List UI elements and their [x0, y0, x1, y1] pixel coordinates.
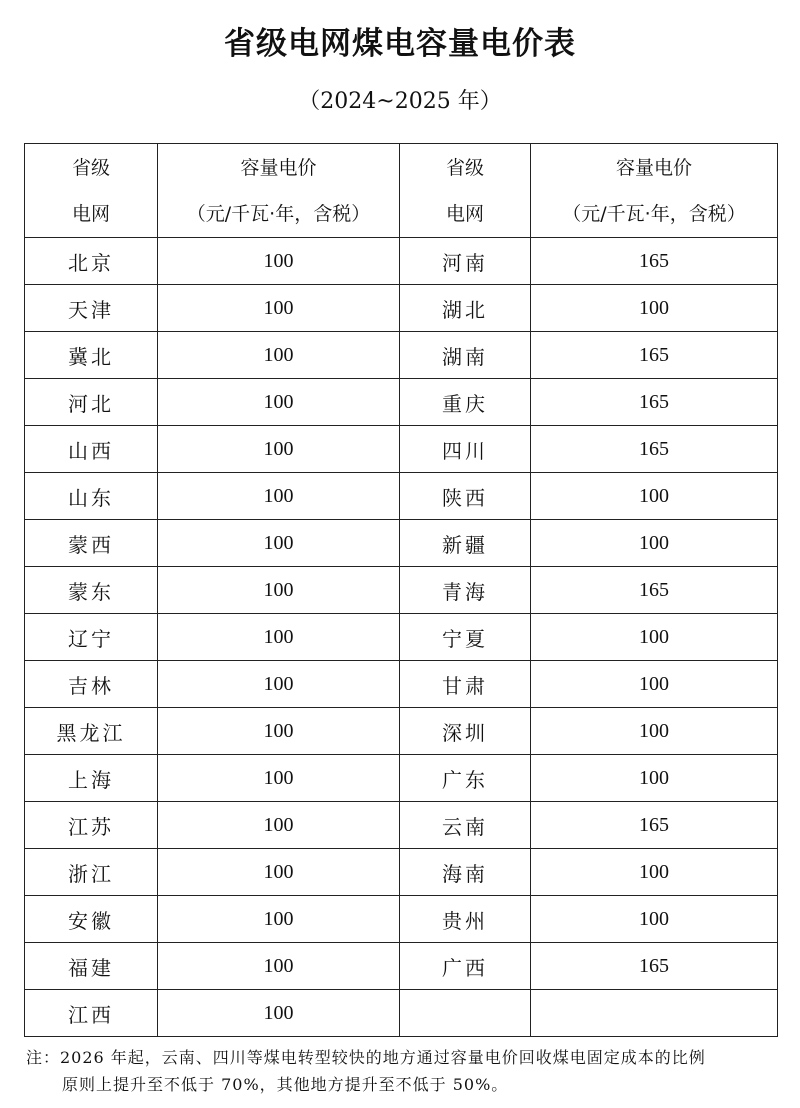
province-cell: 青海 — [400, 567, 531, 614]
price-cell: 100 — [158, 755, 400, 802]
province-cell: 海南 — [400, 849, 531, 896]
table-body — [25, 238, 778, 1037]
price-cell: 100 — [158, 379, 400, 426]
footnote — [26, 1044, 786, 1098]
price-cell: 100 — [158, 849, 400, 896]
province-cell: 江苏 — [25, 802, 158, 849]
header-price-right — [531, 144, 778, 238]
price-cell: 165 — [531, 379, 778, 426]
table-row — [25, 285, 778, 332]
price-cell: 100 — [531, 473, 778, 520]
price-cell: 100 — [531, 849, 778, 896]
price-cell: 165 — [531, 426, 778, 473]
province-cell: 蒙西 — [25, 520, 158, 567]
price-cell: 100 — [158, 473, 400, 520]
price-cell — [531, 990, 778, 1037]
province-cell: 福建 — [25, 943, 158, 990]
price-cell: 100 — [158, 661, 400, 708]
price-cell: 100 — [158, 896, 400, 943]
province-cell: 广西 — [400, 943, 531, 990]
page-title: 省级电网煤电容量电价表 — [224, 26, 576, 62]
page-subtitle: （2024~2025 年） — [298, 89, 502, 114]
table-row — [25, 896, 778, 943]
province-cell: 新疆 — [400, 520, 531, 567]
price-cell: 165 — [531, 332, 778, 379]
province-cell: 冀北 — [25, 332, 158, 379]
footnote-line1: 注：2026 年起，云南、四川等煤电转型较快的地方通过容量电价回收煤电固定成本的比例 — [26, 1048, 706, 1067]
province-cell: 吉林 — [25, 661, 158, 708]
price-cell: 100 — [531, 661, 778, 708]
price-cell: 165 — [531, 943, 778, 990]
table-row — [25, 708, 778, 755]
price-cell: 100 — [531, 520, 778, 567]
province-cell: 上海 — [25, 755, 158, 802]
table-row — [25, 661, 778, 708]
header-prov-line1: 省级 — [71, 156, 110, 179]
province-cell: 河南 — [400, 238, 531, 285]
table-row — [25, 614, 778, 661]
header-price-line1: 容量电价 — [240, 156, 317, 179]
price-cell: 100 — [158, 285, 400, 332]
table-row — [25, 567, 778, 614]
header-price-line1: 容量电价 — [615, 156, 692, 179]
price-cell: 100 — [158, 520, 400, 567]
province-cell: 河北 — [25, 379, 158, 426]
table-header-row — [25, 144, 778, 238]
province-cell: 云南 — [400, 802, 531, 849]
province-cell: 黑龙江 — [25, 708, 158, 755]
province-cell: 广东 — [400, 755, 531, 802]
header-prov-line2: 电网 — [71, 202, 110, 225]
price-cell: 100 — [531, 708, 778, 755]
header-province-left — [25, 144, 158, 238]
table-row — [25, 332, 778, 379]
header-province-right — [400, 144, 531, 238]
price-cell: 165 — [531, 802, 778, 849]
header-prov-line2: 电网 — [445, 202, 484, 225]
province-cell: 蒙东 — [25, 567, 158, 614]
table-row — [25, 426, 778, 473]
capacity-price-table — [24, 143, 778, 1037]
province-cell — [400, 990, 531, 1037]
province-cell: 四川 — [400, 426, 531, 473]
province-cell: 湖南 — [400, 332, 531, 379]
table-row — [25, 520, 778, 567]
table-row — [25, 379, 778, 426]
province-cell: 浙江 — [25, 849, 158, 896]
price-cell: 100 — [531, 896, 778, 943]
province-cell: 重庆 — [400, 379, 531, 426]
table-row — [25, 943, 778, 990]
header-price-left — [158, 144, 400, 238]
price-cell: 100 — [158, 332, 400, 379]
province-cell: 陕西 — [400, 473, 531, 520]
province-cell: 山东 — [25, 473, 158, 520]
province-cell: 宁夏 — [400, 614, 531, 661]
table-row — [25, 849, 778, 896]
price-cell: 100 — [158, 990, 400, 1037]
price-cell: 165 — [531, 238, 778, 285]
table-row — [25, 473, 778, 520]
price-cell: 100 — [531, 285, 778, 332]
table-row — [25, 238, 778, 285]
province-cell: 湖北 — [400, 285, 531, 332]
footnote-line2: 原则上提升至不低于 70%，其他地方提升至不低于 50%。 — [62, 1075, 509, 1094]
price-cell: 100 — [158, 802, 400, 849]
province-cell: 安徽 — [25, 896, 158, 943]
price-cell: 100 — [158, 943, 400, 990]
price-cell: 100 — [531, 755, 778, 802]
header-price-line2: （元/千瓦·年，含税） — [562, 202, 746, 225]
price-cell: 100 — [158, 238, 400, 285]
province-cell: 辽宁 — [25, 614, 158, 661]
price-cell: 100 — [531, 614, 778, 661]
province-cell: 北京 — [25, 238, 158, 285]
province-cell: 江西 — [25, 990, 158, 1037]
table-row — [25, 802, 778, 849]
price-cell: 100 — [158, 567, 400, 614]
header-prov-line1: 省级 — [445, 156, 484, 179]
province-cell: 深圳 — [400, 708, 531, 755]
table-row — [25, 755, 778, 802]
price-cell: 100 — [158, 426, 400, 473]
table-row — [25, 990, 778, 1037]
header-price-line2: （元/千瓦·年，含税） — [186, 202, 371, 225]
price-cell: 165 — [531, 567, 778, 614]
province-cell: 天津 — [25, 285, 158, 332]
province-cell: 山西 — [25, 426, 158, 473]
price-cell: 100 — [158, 614, 400, 661]
price-cell: 100 — [158, 708, 400, 755]
province-cell: 贵州 — [400, 896, 531, 943]
province-cell: 甘肃 — [400, 661, 531, 708]
